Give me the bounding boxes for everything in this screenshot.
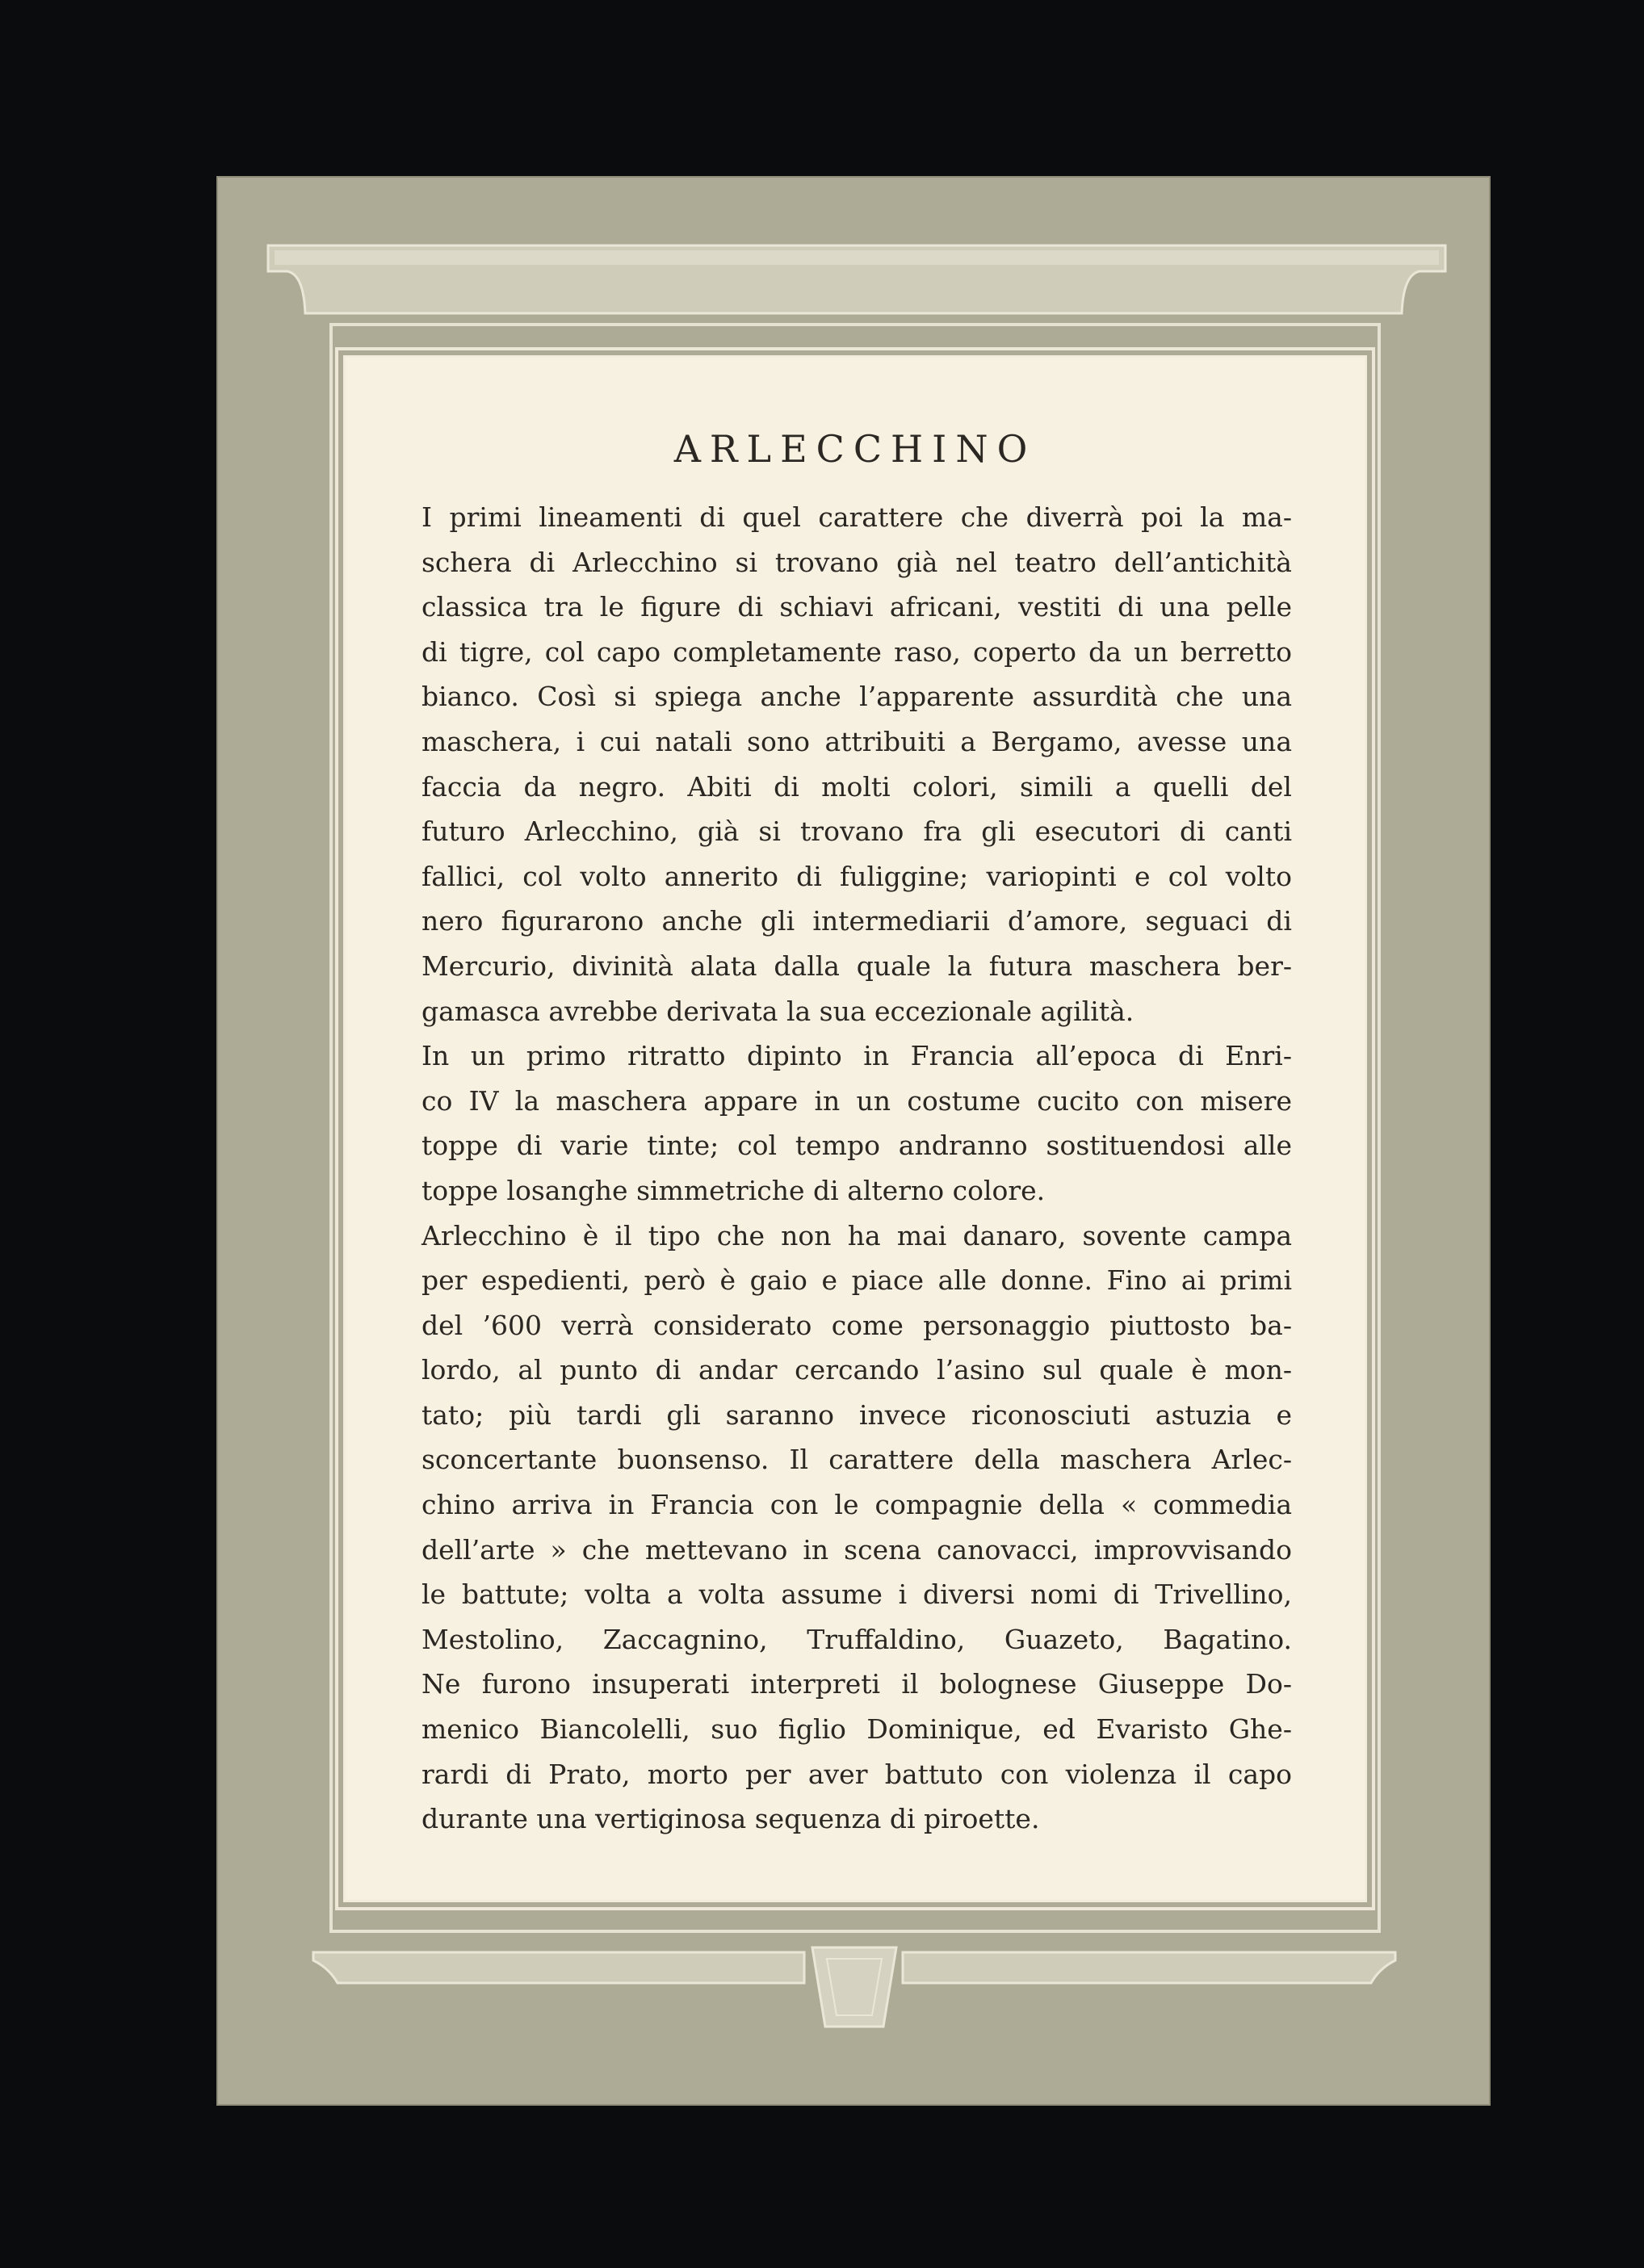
bottom-base — [313, 1947, 1395, 2027]
top-cornice — [268, 245, 1445, 313]
text-line: le battute; volta a volta assume i diversi nomi di Trivellino, — [421, 1578, 1292, 1611]
menu-card — [216, 176, 1491, 2106]
text-line: rardi di Prato, morto per aver battuto con violenza il capo — [421, 1758, 1292, 1790]
text-line: schera di Arlecchino si trovano già nel teatro dell’antichità — [421, 546, 1292, 578]
text-line: Mestolino, Zaccagnino, Truffaldino, Guazeto, Bagatino. — [421, 1623, 1292, 1655]
text-line: classica tra le figure di schiavi africani, vestiti di una pelle — [421, 591, 1292, 623]
text-line: gamasca avrebbe derivata la sua eccezionale agilità. — [421, 995, 1134, 1027]
text-line: menico Biancolelli, suo figlio Dominique, ed Evaristo Ghe- — [421, 1713, 1292, 1746]
text-line: tato; più tardi gli saranno invece riconosciuti astuzia e — [421, 1398, 1292, 1431]
text-line: durante una vertiginosa sequenza di piroette. — [421, 1803, 1040, 1835]
text-line: toppe losanghe simmetriche di alterno colore. — [421, 1174, 1046, 1206]
text-line: sconcertante buonsenso. Il carattere della maschera Arlec- — [421, 1444, 1292, 1476]
text-line: fallici, col volto annerito di fuliggine; variopinti e col volto — [421, 860, 1292, 892]
text-line: In un primo ritratto dipinto in Francia all’epoca di Enri- — [421, 1040, 1292, 1072]
text-line: lordo, al punto di andar cercando l’asino sul quale è mon- — [421, 1354, 1292, 1386]
text-line: futuro Arlecchino, già si trovano fra gli esecutori di canti — [421, 815, 1292, 848]
text-line: maschera, i cui natali sono attribuiti a Bergamo, avesse una — [421, 725, 1292, 757]
text-line: bianco. Così si spiega anche l’apparente assurdità che una — [421, 681, 1292, 713]
text-line: dell’arte » che mettevano in scena canovacci, improvvisando — [421, 1533, 1292, 1566]
page-title: ARLECCHINO — [673, 427, 1037, 471]
text-line: di tigre, col capo completamente raso, coperto da un berretto — [421, 635, 1292, 668]
text-line: Arlecchino è il tipo che non ha mai danaro, sovente campa — [421, 1219, 1292, 1251]
text-line: Ne furono insuperati interpreti il bolognese Giuseppe Do- — [421, 1668, 1292, 1700]
text-line: per espedienti, però è gaio e piace alle donne. Fino ai primi — [421, 1264, 1292, 1297]
text-panel — [346, 358, 1365, 1900]
text-line: toppe di varie tinte; col tempo andranno sostituendosi alle — [421, 1130, 1292, 1162]
text-line: chino arriva in Francia con le compagnie della « commedia — [421, 1489, 1292, 1521]
body-text — [421, 495, 1292, 1842]
text-line: del ’600 verrà considerato come personaggio piuttosto ba- — [421, 1309, 1292, 1341]
text-line: I primi lineamenti di quel carattere che diverrà poi la ma- — [421, 501, 1292, 533]
text-line: Mercurio, divinità alata dalla quale la futura maschera ber- — [421, 950, 1292, 982]
text-line: faccia da negro. Abiti di molti colori, simili a quelli del — [421, 770, 1292, 803]
text-line: co IV la maschera appare in un costume cucito con misere — [421, 1084, 1292, 1117]
text-line: nero figurarono anche gli intermediarii d’amore, seguaci di — [421, 905, 1292, 937]
